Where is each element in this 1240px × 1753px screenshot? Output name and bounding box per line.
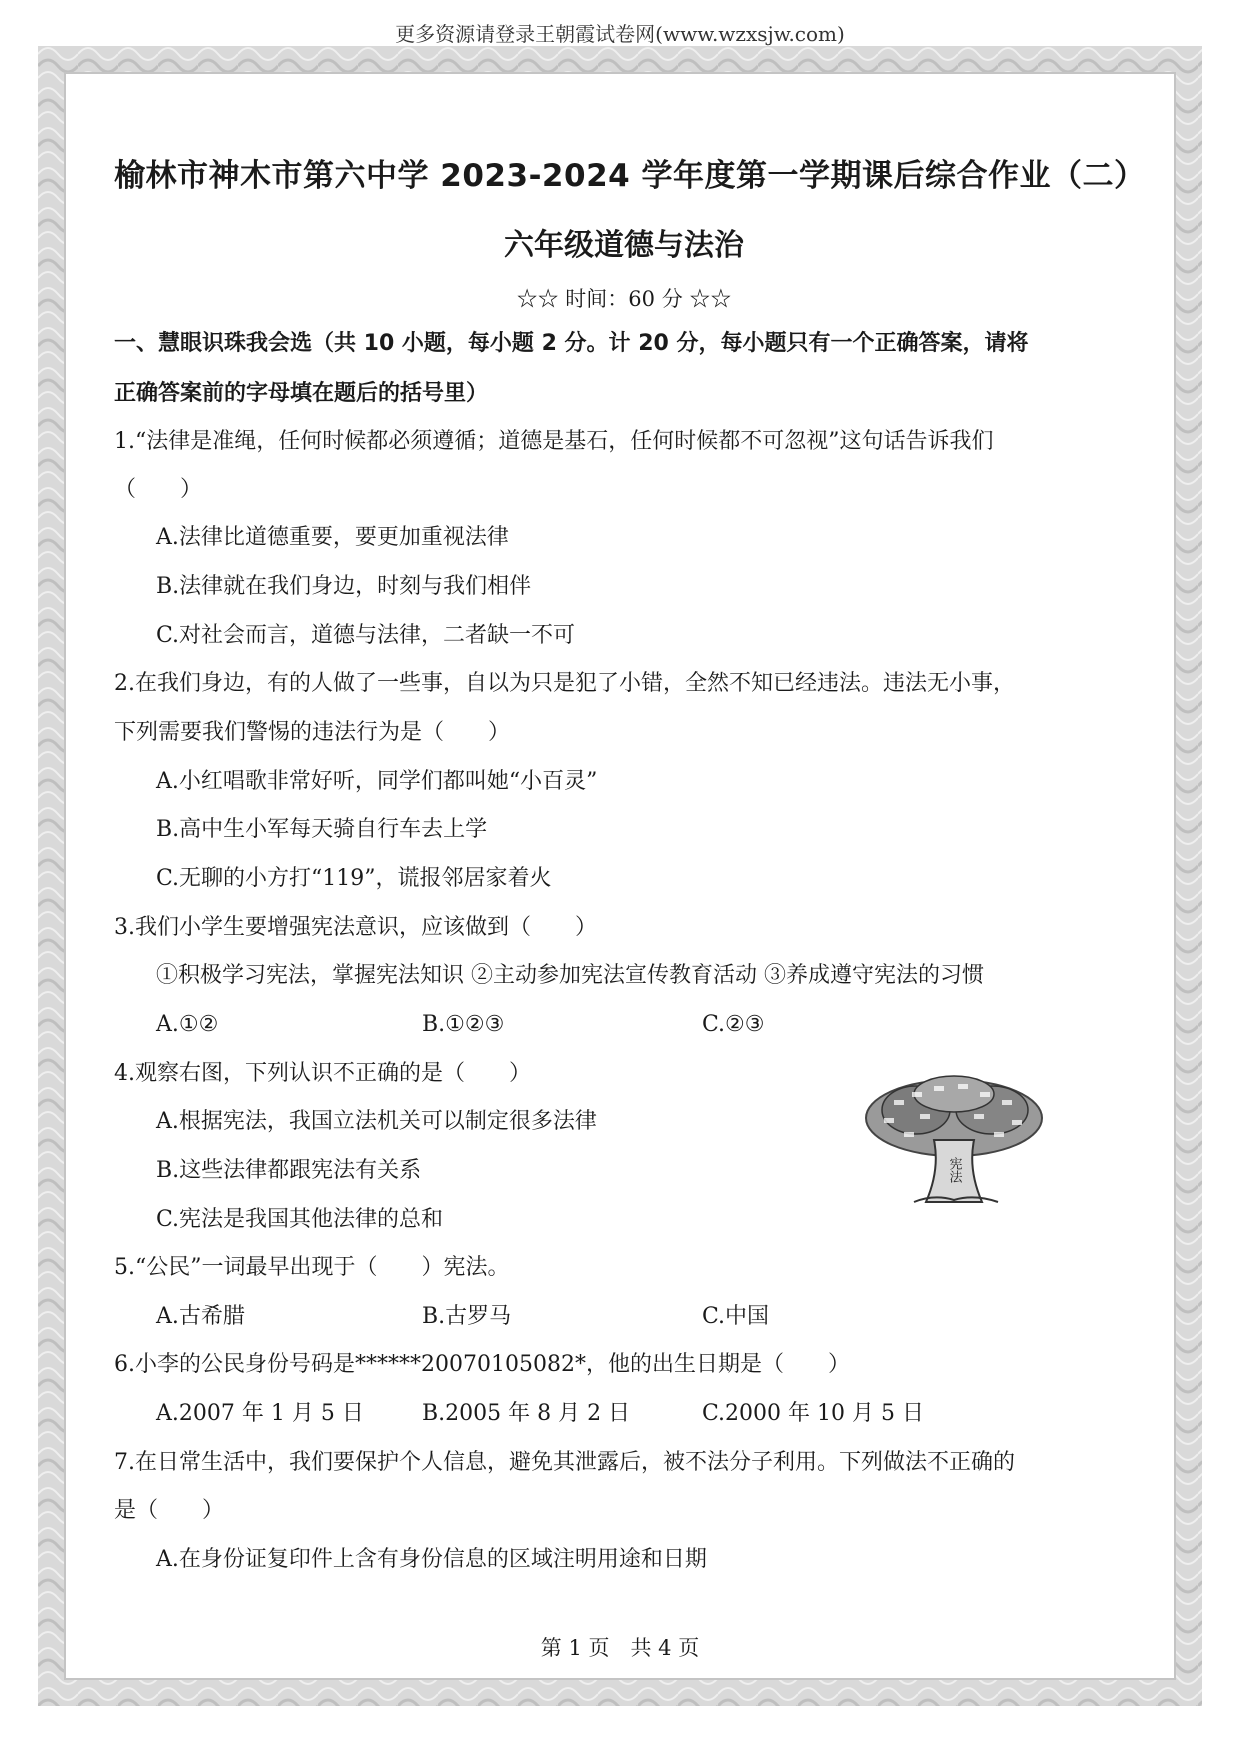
- constitution-tree-image: [854, 1070, 1054, 1210]
- option-a: A.在身份证复印件上含有身份信息的区域注明用途和日期: [156, 1547, 707, 1572]
- section-heading: 一、慧眼识珠我会选（共 10 小题，每小题 2 分。计 20 分，每小题只有一个正确答案，请将: [114, 331, 1029, 356]
- option-c: C.无聊的小方打“119”，谎报邻居家着火: [156, 866, 552, 891]
- site-note: 更多资源请登录王朝霞试卷网(www.wzxsjw.com): [395, 22, 845, 46]
- question-stem: 2.在我们身边，有的人做了一些事，自以为只是犯了小错，全然不知已经违法。违法无小事，: [114, 671, 1015, 696]
- exam-subject: 六年级道德与法治: [504, 228, 744, 263]
- option-c: C.宪法是我国其他法律的总和: [156, 1207, 444, 1232]
- question-stem: 下列需要我们警惕的违法行为是（ ）: [114, 720, 511, 745]
- question-stem: 6.小李的公民身份号码是******20070105082*，他的出生日期是（ ）: [114, 1352, 850, 1377]
- question-stem: 5.“公民”一词最早出现于（ ）宪法。: [114, 1255, 510, 1280]
- option-a: A.古希腊: [156, 1304, 245, 1329]
- question-stem: 7.在日常生活中，我们要保护个人信息，避免其泄露后，被不法分子利用。下列做法不正确的: [114, 1450, 1015, 1475]
- option-a: A.小红唱歌非常好听，同学们都叫她“小百灵”: [156, 769, 598, 794]
- time-line: ☆☆ 时间：60 分 ☆☆: [516, 287, 732, 311]
- answer-blank: （ ）: [114, 477, 203, 502]
- option-c: C.中国: [702, 1304, 770, 1329]
- question-stem: 是（ ）: [114, 1498, 225, 1523]
- option-c: C.2000 年 10 月 5 日: [702, 1401, 924, 1426]
- exam-title: 榆林市神木市第六中学 2023-2024 学年度第一学期课后综合作业（二）: [114, 158, 1146, 194]
- option-a: A.2007 年 1 月 5 日: [156, 1401, 364, 1426]
- section-heading: 正确答案前的字母填在题后的括号里）: [114, 381, 489, 406]
- option-a: A.①②: [156, 1012, 219, 1037]
- option-b: B.这些法律都跟宪法有关系: [156, 1158, 422, 1183]
- option-c: C.②③: [702, 1012, 765, 1037]
- statement-list: ①积极学习宪法，掌握宪法知识 ②主动参加宪法宣传教育活动 ③养成遵守宪法的习惯: [156, 963, 984, 988]
- option-a: A.根据宪法，我国立法机关可以制定很多法律: [156, 1109, 597, 1134]
- tree-label: 宪法: [946, 1157, 962, 1183]
- option-b: B.2005 年 8 月 2 日: [422, 1401, 631, 1426]
- question-stem: 1.“法律是准绳，任何时候都必须遵循；道德是基石，任何时候都不可忽视”这句话告诉我们: [114, 429, 994, 454]
- question-stem: 4.观察右图，下列认识不正确的是（ ）: [114, 1061, 531, 1086]
- option-b: B.法律就在我们身边，时刻与我们相伴: [156, 574, 532, 599]
- option-a: A.法律比道德重要，要更加重视法律: [156, 525, 509, 550]
- option-b: B.高中生小军每天骑自行车去上学: [156, 817, 488, 842]
- option-b: B.①②③: [422, 1012, 505, 1037]
- page-number: 第 1 页 共 4 页: [540, 1636, 700, 1660]
- option-b: B.古罗马: [422, 1304, 512, 1329]
- option-c: C.对社会而言，道德与法律，二者缺一不可: [156, 623, 576, 648]
- question-stem: 3.我们小学生要增强宪法意识，应该做到（ ）: [114, 915, 597, 940]
